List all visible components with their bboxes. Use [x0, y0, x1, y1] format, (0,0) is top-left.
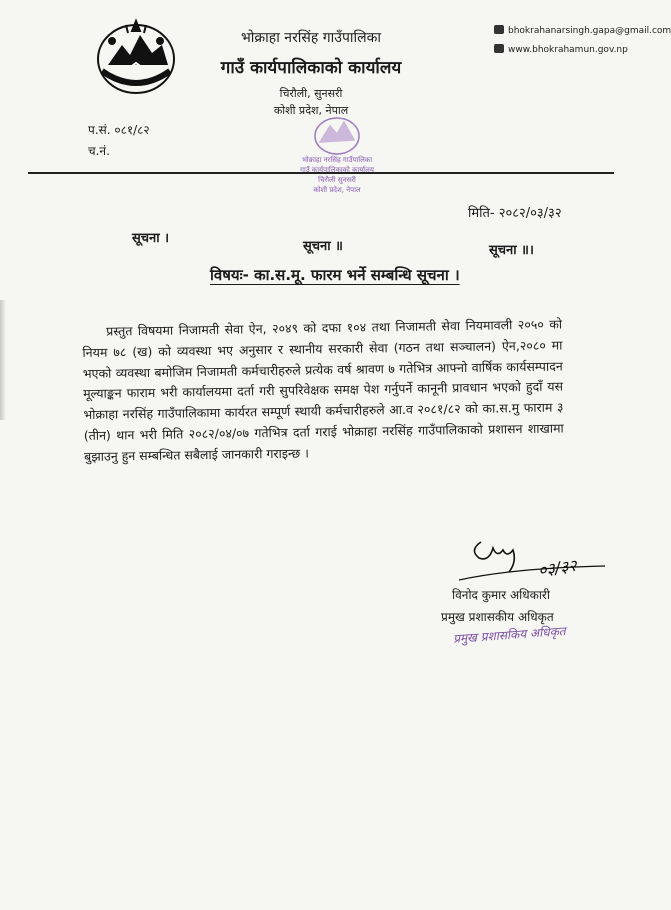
- header-divider: [28, 172, 614, 174]
- designation-stamp: प्रमुख प्रशासकिय अधिकृत: [452, 624, 567, 646]
- body-paragraph: प्रस्तुत विषयमा निजामती सेवा ऐन, २०४९ को दफा १०४ तथा निजामती सेवा नियमावली २०५० को नियम ७८ (ख) को व्यवस्था भए अनुसार र स्थानीय सरकारी सेवा (गठन तथा सञ्चालन) ऐन,२०८० मा भएको व्यवस्था बमोजिम निजामती कर्मचारीहरुले प्रत्येक वर्ष श्रावण ७ गतेभित्र आफ्नो वार्षिक कार्यसम्पादन मूल्याङ्कन फाराम भरी कार्यालयमा दर्ता गरी सुपरिवेक्षक समक्ष पेश गर्नुपर्ने कानूनी प्रावधान भएको हुदाँ यस भोक्राहा नरसिंह गाउँपालिकामा कार्यरत सम्पूर्ण स्थायी कर्मचारीहरुले आ.व २०८१/८२ को का.स.मु फाराम ३ (तीन) थान भरी मिति २०८२/०४/०७ गतेभित्र दर्ता गराई भोक्राहा नरसिंह गाउँपालिकाको प्रशासन शाखामा बुझाउनु हुन सम्बन्धित सबैलाई जानकारी गराइन्छ ।: [82, 316, 564, 464]
- address-line-2: कोशी प्रदेश, नेपाल: [273, 104, 349, 117]
- scan-edge-shadow: [0, 300, 6, 420]
- notice-heading-1: सूचना ।: [132, 231, 170, 246]
- stamp-line-2: गाउँ कार्यपालिकाको कार्यालय: [300, 166, 374, 174]
- address-line-1: चिरौली, सुनसरी: [279, 87, 343, 100]
- stamp-line-1: भोक्राहा नरसिंह गाउँपालिका: [301, 156, 373, 164]
- notice-heading-2: सूचना ॥: [303, 239, 343, 254]
- website-contact: [494, 44, 628, 55]
- stamp-line-4: कोशी प्रदेश, नेपाल: [313, 186, 361, 194]
- email-contact: [494, 25, 671, 36]
- office-stamp: [296, 108, 378, 200]
- signer-designation: प्रमुख प्रशासकीय अधिकृत: [441, 610, 554, 624]
- reference-number: प.सं. ०८१/८२: [88, 123, 150, 137]
- email-text: bhokrahanarsingh.gapa@gmail.com: [508, 26, 671, 36]
- stamp-line-3: चिरौली सुनसरी: [318, 176, 356, 184]
- signature-date: ०३/३२: [536, 555, 578, 580]
- gmail-icon: [494, 25, 504, 34]
- org-name: भोक्राहा नरसिंह गाउँपालिका: [240, 30, 382, 46]
- notice-heading-3: सूचना ॥।: [489, 243, 534, 258]
- letter-date: मिति- २०८२/०३/३२: [468, 206, 562, 221]
- globe-icon: [494, 44, 504, 53]
- dispatch-number: च.नं.: [88, 144, 110, 158]
- subject-line: विषयः- का.स.मू. फारम भर्ने सम्बन्धि सूचना ।: [210, 266, 460, 284]
- website-text: www.bhokrahamun.gov.np: [508, 45, 628, 55]
- signer-name: विनोद कुमार अधिकारी: [452, 588, 550, 602]
- office-name: गाउँ कार्यपालिकाको कार्यालय: [220, 58, 402, 78]
